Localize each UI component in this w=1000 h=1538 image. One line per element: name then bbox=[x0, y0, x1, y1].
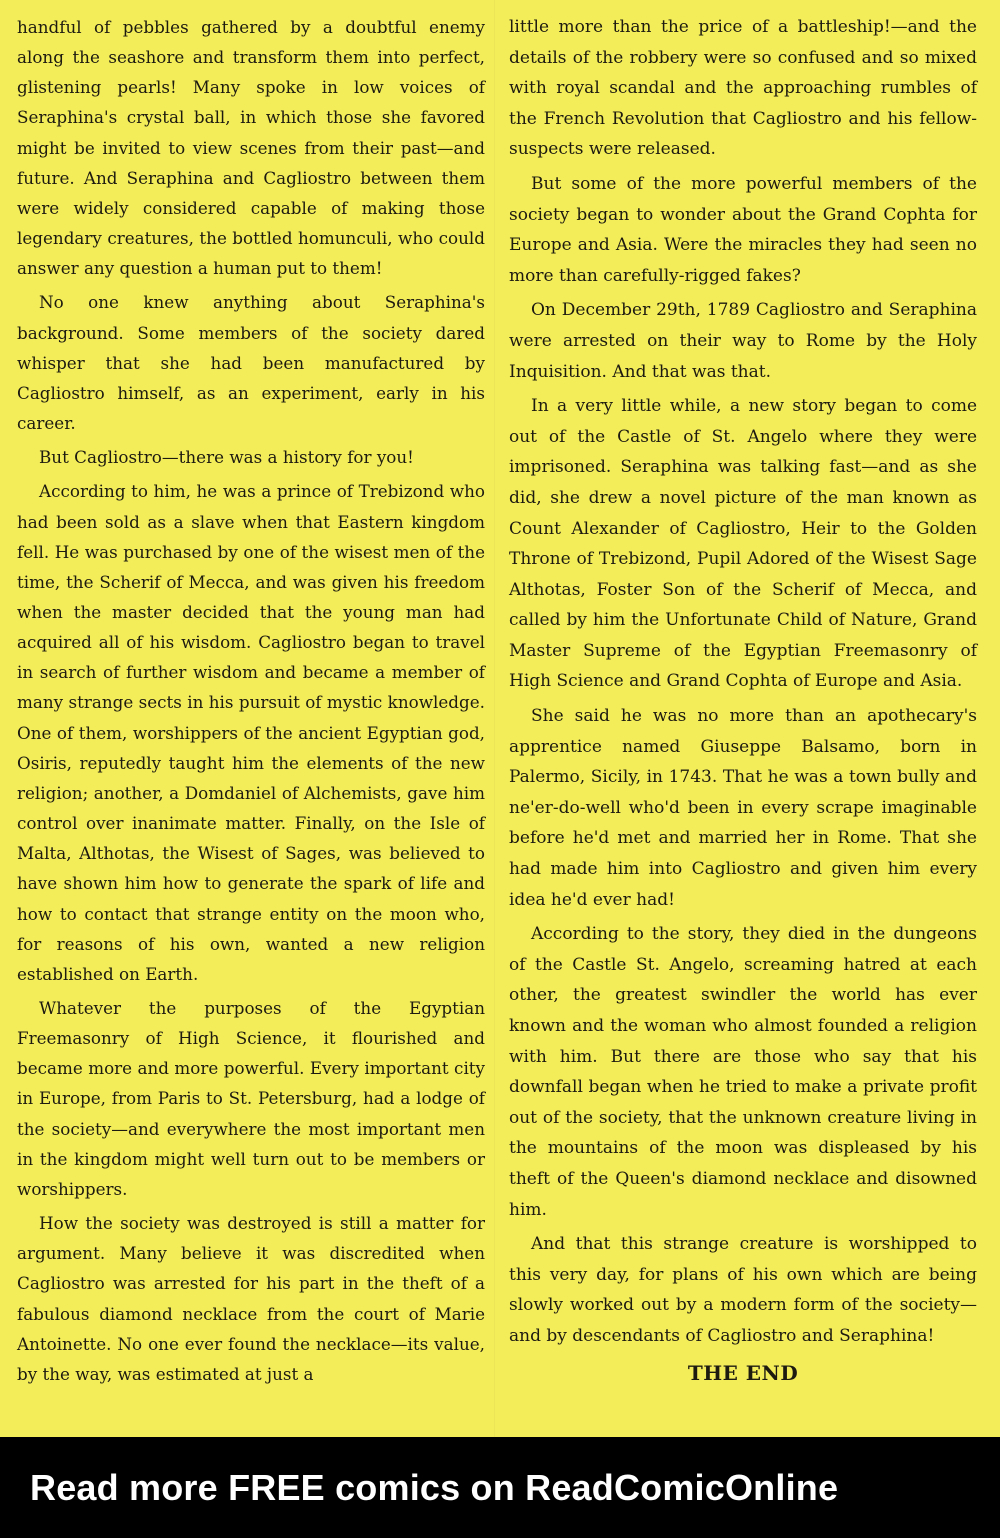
right-text-column bbox=[509, 12, 977, 1388]
left-paragraph-2: No one knew anything about Seraphina's background. Some members of the society dared whisper that she had been manufactured by Cagliostro himself, as an experiment, early in his career. bbox=[17, 292, 485, 434]
left-paragraph-4: According to him, he was a prince of Trebizond who had been sold as a slave when that Eastern kingdom fell. He was purchased by one of the wisest men of the time, the Scherif of Mecca, and was given his freedom when the master decided that the young man had acquired all of his wisdom. Cagliostro began to travel in search of further wisdom and became a member of many strange sects in his pursuit of mystic knowledge. One of them, worshippers of the ancient Egyptian god, Osiris, reputedly taught him the elements of the new religion; another, a Domdaniel of Alchemists, gave him control over inanimate matter. Finally, on the Isle of Malta, Althotas, the Wisest of Sages, was believed to have shown him how to generate the spark of life and how to contact that strange entity on the moon who, for reasons of his own, wanted a new religion established on Earth. bbox=[17, 481, 485, 984]
right-paragraph-2: But some of the more powerful members of the society began to wonder about the Grand Cophta for Europe and Asia. Were the miracles they had seen no more than carefully-rigged fakes? bbox=[509, 173, 977, 286]
left-paragraph-5: Whatever the purposes of the Egyptian Freemasonry of High Science, it flourished and became more and more powerful. Every important city in Europe, from Paris to St. Petersburg, had a lodge of the society—and everywhere the most important men in the kingdom might well turn out to be members or worshippers. bbox=[17, 998, 485, 1199]
left-paragraph-6: How the society was destroyed is still a matter for argument. Many believe it was discredited when Cagliostro was arrested for his part in the theft of a fabulous diamond necklace from the court of Marie Antoinette. No one ever found the necklace—its value, by the way, was estimated at just a bbox=[17, 1213, 485, 1384]
right-paragraph-7: And that this strange creature is worshipped to this very day, for plans of his own which are being slowly worked out by a modern form of the society—and by descendants of Cagliostro and Seraphina! bbox=[509, 1234, 977, 1346]
left-text-column bbox=[17, 12, 485, 1393]
right-paragraph-6: According to the story, they died in the dungeons of the Castle St. Angelo, screaming hatred at each other, the greatest swindler the world has ever known and the woman who almost founded a religion with him. But there are those who say that his downfall began when he tried to make a private profit out of the society, that the unknown creature living in the mountains of the moon was displeased by his theft of the Queen's diamond necklace and disowned him. bbox=[509, 924, 977, 1220]
promo-banner-text[interactable]: Read more FREE comics on ReadComicOnline bbox=[30, 1466, 839, 1508]
left-paragraph-3: But Cagliostro—there was a history for you! bbox=[39, 447, 414, 468]
the-end-caption: THE END bbox=[687, 1360, 799, 1385]
right-paragraph-4: In a very little while, a new story began to come out of the Castle of St. Angelo where they were imprisoned. Seraphina was talking fast—and as she did, she drew a novel picture of the man known as Count Alexander of Cagliostro, Heir to the Golden Throne of Trebizond, Pupil Adored of the Wisest Sage Althotas, Foster Son of the Scherif of Mecca, and called by him the Unfortunate Child of Nature, Grand Master Supreme of the Egyptian Freemasonry of High Science and Grand Cophta of Europe and Asia. bbox=[509, 396, 977, 692]
right-paragraph-1: little more than the price of a battleship!—and the details of the robbery were so confused and so mixed with royal scandal and the approaching rumbles of the French Revolution that Cagliostro and his fellow-suspects were released. bbox=[509, 17, 977, 160]
promo-banner[interactable] bbox=[0, 1437, 1000, 1538]
column-gutter bbox=[494, 0, 495, 1437]
right-paragraph-3: On December 29th, 1789 Cagliostro and Seraphina were arrested on their way to Rome by the Holy Inquisition. And that was that. bbox=[509, 300, 977, 382]
left-paragraph-1: handful of pebbles gathered by a doubtful enemy along the seashore and transform them into perfect, glistening pearls! Many spoke in low voices of Seraphina's crystal ball, in which those she favored might be invited to view scenes from their past—and future. And Seraphina and Cagliostro between them were widely considered capable of making those legendary creatures, the bottled homunculi, who could answer any question a human put to them! bbox=[17, 17, 485, 279]
right-paragraph-5: She said he was no more than an apothecary's apprentice named Giuseppe Balsamo, born in Palermo, Sicily, in 1743. That he was a town bully and ne'er-do-well who'd been in every scrape imaginable before he'd met and married her in Rome. That she had made him into Cagliostro and given him every idea he'd ever had! bbox=[509, 706, 977, 910]
